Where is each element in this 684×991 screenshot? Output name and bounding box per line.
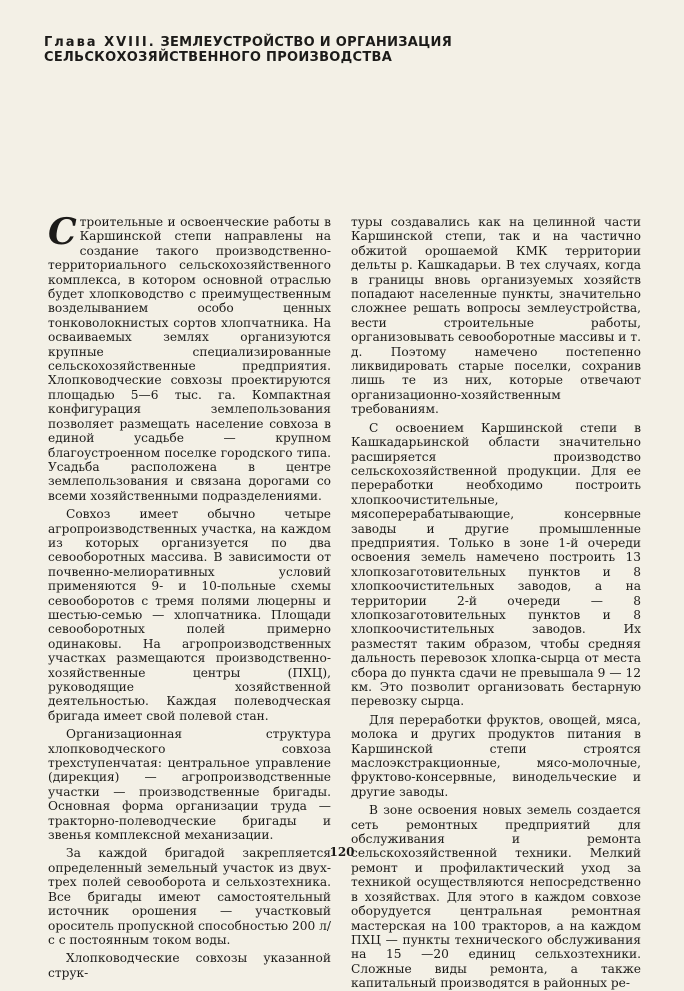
paragraph-1 — [48, 211, 331, 503]
paragraph-9: В зоне освоения новых земель создается сеть ремонтных предприятий для обслуживания и ремонта сельскохозяйственной техники. Мелкий ремонт и профилактический уход за техникой осуществляются непосредственно в хозяйствах. Для этого в каждом совхозе оборудуется центральная ремонтная мастерская на 100 тракторов, а на каждом ПХЦ — пункты технического обслуживания на 15 —20 единиц сельхозтехники. Сложные виды ремонта, а также капитальный производятся в районных ре- — [351, 803, 641, 991]
left-text-column — [48, 211, 332, 980]
paragraph-3: Организационная структура хлопководческого совхоза трехступенчатая: центральное управление (дирекция) — агропроизводственные участки — производственные бригады. Основная форма организации труда — тракторно-полеводческие бригады и звенья комплексной механизации. — [48, 727, 331, 843]
page-number: 120 — [329, 845, 355, 859]
drop-cap: С — [48, 211, 77, 253]
paragraph-7: С освоением Каршинской степи в Кашкадарьинской области значительно расширяется производство сельскохозяйственной продукции. Для ее переработки необходимо построить хлопкоочистительные, мясоперерабатывающие, консервные заводы и другие промышленные предприятия. Только в зоне 1-й очереди освоения земель намечено построить 13 хлопкозаготовительных пунктов и 8 хлопкоочистительных заводов, а на территории 2-й очереди — 8 хлопкозаготовительных пунктов и 8 хлопкоочистительных заводов. Их разместят таким образом, чтобы средняя дальность перевозок хлопка-сырца от места сбора до пункта сдачи не превышала 9 — 12 км. Это позволит организовать бестарную перевозку сырца. — [351, 420, 641, 709]
paragraph-8: Для переработки фруктов, овощей, мяса, молока и других продуктов питания в Каршинской степи строятся маслоэкстракционные, мясо-молочные, фруктово-консервные, винодельческие и другие заводы. — [351, 712, 641, 799]
paragraph-1-text: троительные и освоенческие работы в Каршинской степи направлены на создание такого производственно-территориального сельскохозяйственного комплекса, в котором основной отраслью будет хлопководство с преимущественным возделыванием особо ценных тонковолокнистых сортов хлопчатника. На осваиваемых землях организуются крупные специализированные сельскохозяйственные предприятия. Хлопководческие совхозы проектируются площадью 5—6 тыс. га. Компактная конфигурация землепользования позволяет размещать население совхоза в единой усадьбе — крупном благоустроенном поселке городского типа. Усадьба расположена в центре землепользования и связана дорогами со всеми хозяйственными подразделениями. — [48, 215, 331, 503]
paragraph-2: Совхоз имеет обычно четыре агропроизводственных участка, на каждом из которых организуется по два севооборотных массива. В зависимости от почвенно-мелиоративных условий применяются 9- и 10-польные схемы севооборотов с тремя полями люцерны и шестью-семью — хлопчатника. Площади севооборотных полей примерно одинаковы. На агропроизводственных участках размещаются производственно-хозяйственные центры (ПХЦ), руководящие хозяйственной деятельностью. Каждая полеводческая бригада имеет свой полевой стан. — [48, 507, 331, 723]
chapter-label: Глава XVIII. — [44, 35, 156, 50]
paragraph-5: Хлопководческие совхозы указанной струк- — [48, 951, 331, 980]
chapter-title-line-2: СЕЛЬСКОХОЗЯЙСТВЕННОГО ПРОИЗВОДСТВА — [44, 50, 393, 65]
chapter-title-line-1 — [44, 35, 644, 50]
paragraph-4: За каждой бригадой закрепляется определенный земельный участок из двух-трех полей севооборота и сельхозтехника. Все бригады имеют самостоятельный источник орошения — участковый ороситель пропускной способностью 200 л/с с постоянным током воды. — [48, 846, 332, 947]
right-text-column — [351, 215, 641, 991]
chapter-heading — [44, 35, 644, 65]
chapter-title-part-1: ЗЕМЛЕУСТРОЙСТВО И ОРГАНИЗАЦИЯ — [160, 35, 453, 50]
paragraph-6: туры создавались как на целинной части Каршинской степи, так и на частично обжитой орошаемой КМК территории дельты р. Кашкадарьи. В тех случаях, когда в границы вновь организуемых хозяйств попадают населенные пункты, значительно сложнее решать вопросы землеустройства, вести строительные работы, организовывать севооборотные массивы и т. д. Поэтому намечено постепенно ликвидировать старые поселки, сохранив лишь те из них, которые отвечают организационно-хозяйственным требованиям. — [351, 215, 641, 417]
